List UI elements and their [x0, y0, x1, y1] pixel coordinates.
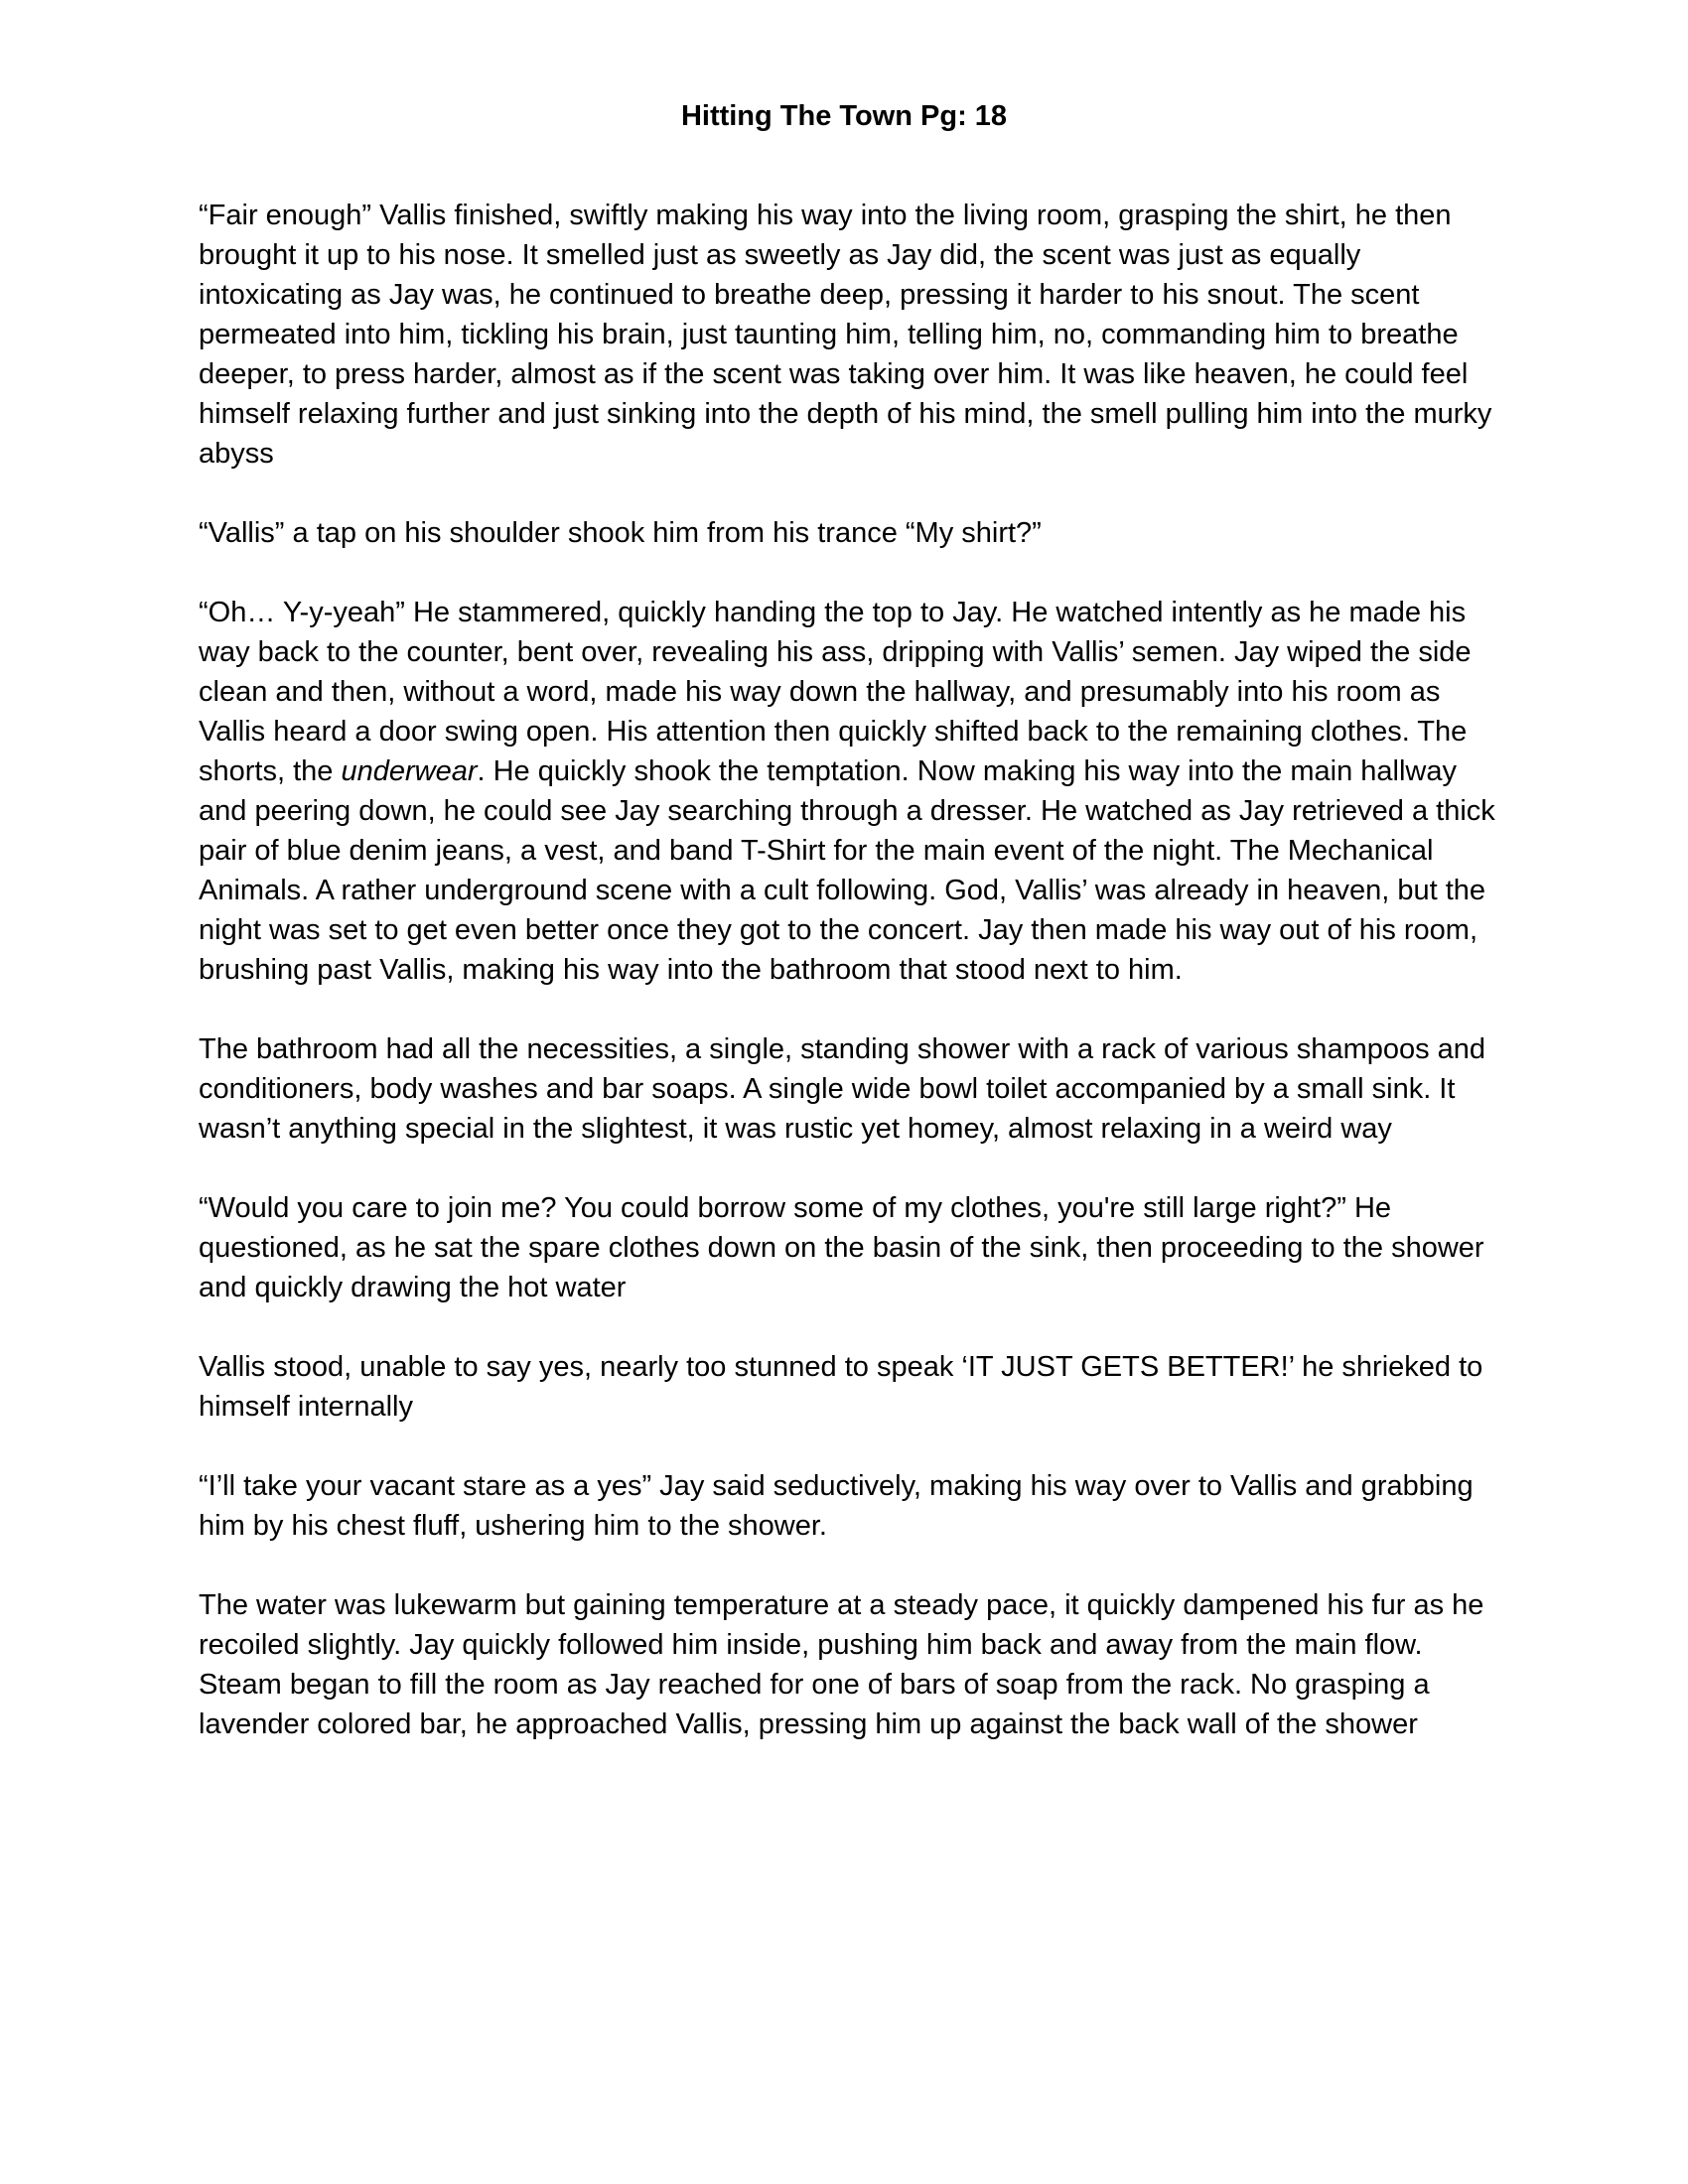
paragraph: “Vallis” a tap on his shoulder shook him from his trance “My shirt?” [199, 517, 1042, 549]
paragraph: “I’ll take your vacant stare as a yes” Jay said seductively, making his way over to Vallis and grabbing him by his chest fluff, ushering him to the shower. [199, 1470, 1474, 1542]
paragraph: The bathroom had all the necessities, a single, standing shower with a rack of various shampoos and conditioners, body washes and bar soaps. A single wide bowl toilet accompanied by a small sink. It wasn’t anything special in the slightest, it was rustic yet homey, almost relaxing in a weird way [199, 1033, 1486, 1145]
paragraph-text: . He quickly shook the temptation. Now making his way into the main hallway and peering down, he could see Jay searching through a dresser. He watched as Jay retrieved a thick pair of blue denim jeans, a vest, and band T-Shirt for the main event of the night. The Mechanical Animals. A rather underground scene with a cult following. God, Vallis’ was already in heaven, but the night was set to get even better once they got to the concert. Jay then made his way out of his room, brushing past Vallis, making his way into the bathroom that stood next to him. [199, 755, 1495, 986]
paragraph [199, 593, 1499, 990]
paragraph: The water was lukewarm but gaining temperature at a steady pace, it quickly dampened his fur as he recoiled slightly. Jay quickly followed him inside, pushing him back and away from the main flow. Steam began to fill the room as Jay reached for one of bars of soap from the rack. No grasping a lavender colored bar, he approached Vallis, pressing him up against the back wall of the shower [199, 1589, 1484, 1740]
paragraph: Vallis stood, unable to say yes, nearly too stunned to speak ‘IT JUST GETS BETTER!’ he shrieked to himself internally [199, 1351, 1483, 1423]
page-title: Hitting The Town Pg: 18 [680, 100, 1008, 132]
paragraph: “Would you care to join me? You could borrow some of my clothes, you're still large right?” He questioned, as he sat the spare clothes down on the basin of the sink, then proceeding to the shower and quickly drawing the hot water [199, 1192, 1484, 1303]
italic-emphasis: underwear [341, 755, 478, 787]
paragraph: “Fair enough” Vallis finished, swiftly making his way into the living room, grasping the shirt, he then brought it up to his nose. It smelled just as sweetly as Jay did, the scent was just as equally intoxicating as Jay was, he continued to breathe deep, pressing it harder to his snout. The scent permeated into him, tickling his brain, just taunting him, telling him, no, commanding him to breathe deeper, to press harder, almost as if the scent was taking over him. It was like heaven, he could feel himself relaxing further and just sinking into the depth of his mind, the smell pulling him into the murky abyss [199, 200, 1492, 470]
paragraph-text: “Oh… Y-y-yeah” He stammered, quickly handing the top to Jay. He watched intently as he made his way back to the counter, bent over, revealing his ass, dripping with Vallis’ semen. Jay wiped the side clean and then, without a word, made his way down the hallway, and presumably into his room as Vallis heard a door swing open. His attention then quickly shifted back to the remaining clothes. The shorts, the [199, 597, 1472, 787]
document-body [199, 196, 1499, 1744]
